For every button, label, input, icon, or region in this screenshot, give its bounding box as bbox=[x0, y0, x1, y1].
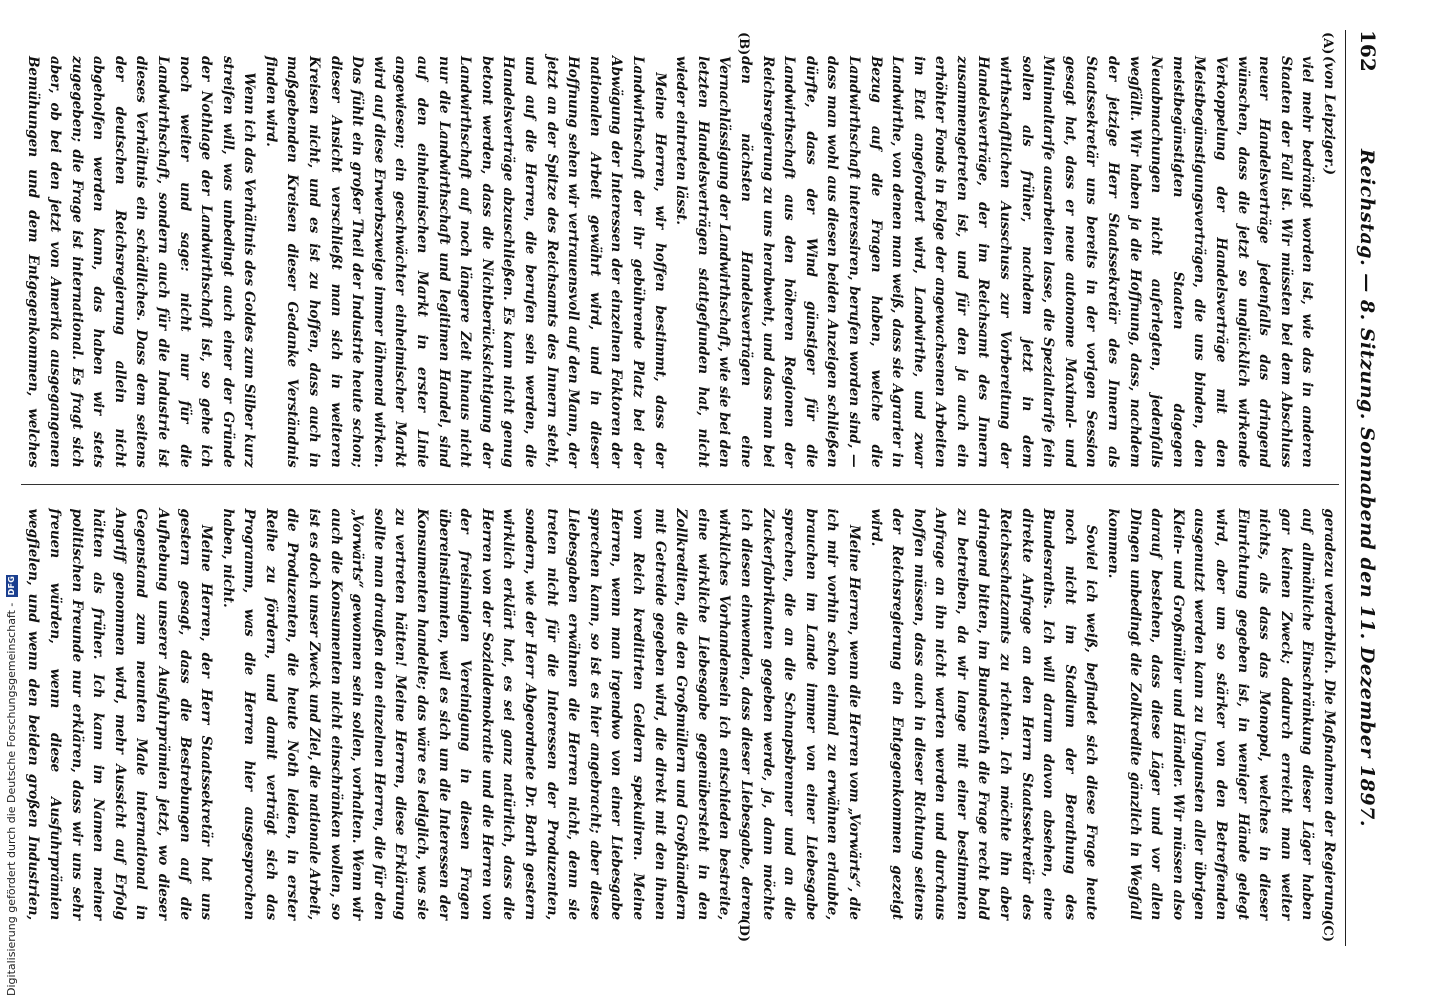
margin-marker-d: (D) bbox=[736, 918, 751, 942]
digitization-credit bbox=[2, 6, 26, 996]
speaker-label: (von Leipziger.) bbox=[1321, 56, 1337, 176]
newspaper-page bbox=[8, 8, 1398, 968]
paragraph: Meine Herren, der Herr Staatssekretär hat uns gestern gesagt, dass die Bestrebungen auf die Aufhebung unserer Ausfuhrprämien jetzt, wo dieser Gegenstand zum neunten Male international in Angriff genommen wird, mehr Aussicht auf Erfolg hätten als früher. Ich kann im Namen meiner politischen Freunde nur erklären, dass wir uns sehr freuen würden, wenn diese Ausfuhrprämien wegfielen, und wenn den beiden großen Industrien, bbox=[25, 508, 215, 920]
margin-marker-b: (B) bbox=[736, 32, 751, 56]
margin-marker-a: (A) bbox=[1320, 32, 1335, 55]
paragraph: Meine Herren, wenn die Herren vom „Vorwärts“, die ich mir vorhin schon einmal zu erwähnen erlaubte, brauchen im Lande immer von einer Liebesgabe sprechen, die an die Schnapsbrenner und an die Zuckerfabrikanten gegeben werde, ja, dann möchte ich diesen einwenden, dass dieser Liebesgabe, deren wirkliches Vorhandensein ich entschieden bestreite, eine wirkliche Liebesgabe gegenübersteht in den Zollkrediten, die den Großmüllern und Großhändlern mit Getreide gegeben wird, die direkt mit den ihnen vom Reich kreditirten Geldern spekuliren. Meine Herren, wenn man irgendwo von einer Liebesgabe sprechen kann, so ist es hier angebracht; aber diese Liebesgaben erwähnen die Herren nicht, denn sie treten nicht für die Interessen der Produzenten, sondern, wie der Herr Abgeordnete Dr. Barth gestern wirklich erklärt hat, es sei ganz natürlich, dass die Herren von der Sozialdemokratie und die Herren von der freisinnigen Vereinigung in diesen Fragen übereinstimmten, weil es sich um die Interessen der Konsumenten handelte; das wäre es lediglich, was sie zu vertreten hätten! Meine Herren, diese Erklärung sollte man draußen den einzelnen Herren, die für den „Vorwärts“ gewonnen sein sollen, vorhalten. Wenn wir auch die Konsumenten nicht einschränken wollen, so ist es doch unser Zweck und Ziel, die nationale Arbeit, die Produzenten, die heute Noth leiden, in erster Reihe zu fördern, und damit verträgt sich das Programm, was die Herren hier ausgesprochen haben, nicht. bbox=[219, 508, 862, 920]
paragraph: Soviel ich weiß, befindet sich diese Frage heute noch nicht im Stadium der Berathung des Bundesraths. Ich will darum davon absehen, eine direkte Anfrage an den Herrn Staatssekretär des Reichsschatzamts zu richten. Ich möchte ihn aber dringend bitten, im Bundesrath die Frage recht bald zu betreiben, da wir lange mit einer bestimmten Anfrage an ihn nicht warten werden und durchaus hoffen müssen, dass auch in dieser Richtung seitens der Reichsregierung ein Entgegenkommen gezeigt wird. bbox=[867, 508, 1100, 920]
running-title: Reichstag. — 8. Sitzung. Sonnabend den 11. Dezember 1897. bbox=[1356, 149, 1378, 827]
margin-marker-c: (C) bbox=[1320, 919, 1335, 942]
right-column bbox=[21, 484, 1339, 947]
left-column bbox=[21, 30, 1339, 484]
page-header bbox=[1345, 30, 1380, 946]
paragraph: Wenn ich das Verhältnis des Goldes zum Silber kurz streifen will, was unbedingt auch einer der Gründe der Nothlage der Landwirthschaft ist, so gehe ich noch weiter und sage: nicht nur für die Landwirthschaft, sondern auch für die Industrie ist dieses Verhältnis ein schädliches. Dass dem seitens der deutschen Reichsregierung allein nicht abgeholfen werden kann, das haben wir stets zugegeben; die Frage ist international. Es fragt sich aber, ob bei den jetzt von Amerika ausgegangenen Bemühungen und dem Entgegenkommen, welches bbox=[25, 56, 258, 468]
credit-text: Digitalisierung gefördert durch die Deutsche Forschungsgemeinschaft - bbox=[5, 602, 18, 996]
paragraph: Meine Herren, wir hoffen bestimmt, dass der Landwirthschaft der ihr gebührende Platz bei der Abwägung der Interessen der einzelnen Faktoren der nationalen Arbeit gewährt wird, und in dieser Hoffnung sehen wir vertrauensvoll auf den Mann, der jetzt an der Spitze des Reichsamts des Innern steht, und auf die Herren, die berufen sein werden, die Handelsverträge abzuschließen. Es kann nicht genug betont werden, dass die Nichtberücksichtigung der Landwirthschaft auf noch längere Zeit hinaus nicht nur die Landwirthschaft und legitimen Handel, sind auf den einheimischen Markt in erster Linie angewiesen; ein geschwächter einheimischer Markt wird auf diese Erwerbszweige immer lähmend wirken. Das fühlt ein großer Theil der Industrie heute schon; dieser Ansicht verschließt man sich in weiteren Kreisen nicht, und es ist zu hoffen, dass auch in maßgebenden Kreisen dieser Gedanke Verständnis finden wird. bbox=[262, 56, 668, 468]
page-number: 162 bbox=[1356, 30, 1380, 72]
dfg-logo: DFG bbox=[6, 575, 16, 596]
paragraph: geradezu verderblich. Die Maßnahmen der Regierung auf allmähliche Einschränkung dieser Läger haben gar keinen Zweck; dadurch erreicht man weiter nichts, als dass das Monopol, welches in dieser Einrichtung gegeben ist, in weniger Hände gelegt wird, aber um so stärker von den Betreffenden ausgenutzt werden kann zu Ungunsten aller übrigen Klein- und Großmüller und Händler. Wir müssen also darauf bestehen, dass diese Läger und vor allen Dingen unbedingt die Zollkredite gänzlich in Wegfall kommen. bbox=[1105, 508, 1337, 920]
paragraph: viel mehr bedrängt worden ist, wie das in anderen Staaten der Fall ist. Wir müssten bei dem Abschluss neuer Handelsverträge jedenfalls das dringend wünschen, dass die jetzt so unglücklich wirkende Verkoppelung der Handelsverträge mit den Meistbegünstigungsverträgen, die uns binden, den meistbegünstigten Staaten dagegen Neuabmachungen nicht auferlegten, jedenfalls wegfällt. Wir haben ja die Hoffnung, dass, nachdem der jetzige Herr Staatssekretär des Innern als Staatssekretär uns bereits in der vorigen Session gesagt hat, dass er neue autonome Maximal- und Minimaltarife ausarbeiten lasse, die Spezialtarife fein sollen als früher, nachdem jetzt in dem wirthschaftlichen Ausschuss zur Vorbereitung der Handelsverträge, der im Reichsamt des Innern zusammengetreten ist, und für den ja auch ein erhöhter Fonds in Folge der angewachsenen Arbeiten im Etat angefordert wird, Landwirthe, und zwar Landwirthe, von denen man weiß, dass sie Agrarier in Bezug auf die Fragen haben, welche die Landwirthschaft interessiren, berufen worden sind, — dass man wohl aus diesen beiden Anzeigen schließen dürfte, dass der Wind günstiger für die Landwirthschaft aus den höheren Regionen der Reichsregierung zu uns herabweht, und dass man bei den nächsten Handelsverträgen eine Vernachlässigung der Landwirthschaft, wie sie bei den letzten Handelsverträgen stattgefunden hat, nicht wieder eintreten lässt. bbox=[673, 56, 1316, 468]
rotated-page bbox=[8, 8, 1398, 968]
text-columns bbox=[21, 30, 1339, 946]
